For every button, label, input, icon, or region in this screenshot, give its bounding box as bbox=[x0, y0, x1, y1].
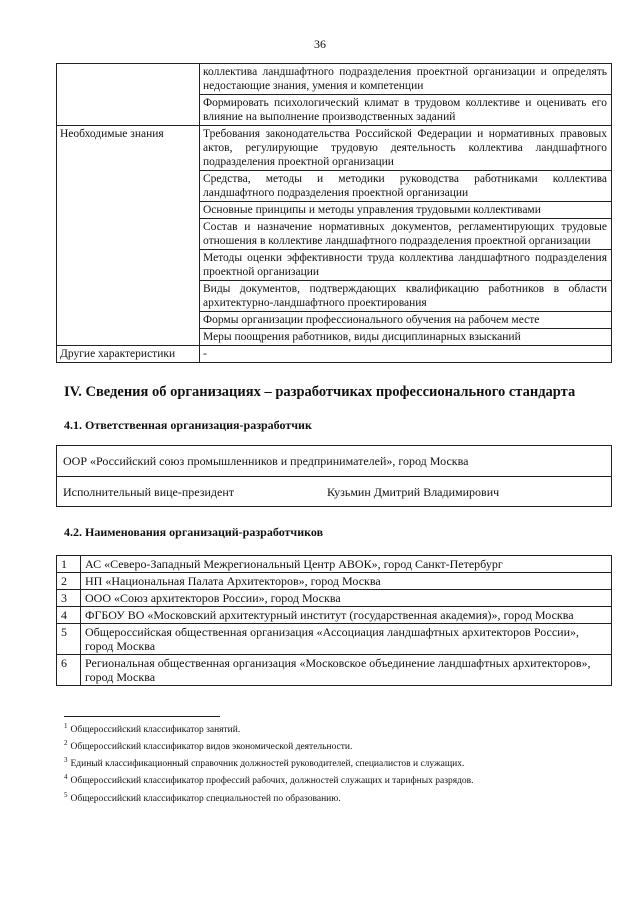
organization-name: Региональная общественная организация «Московское объединение ландшафтных архитекторов», город Москва bbox=[81, 655, 612, 686]
table-row bbox=[57, 126, 612, 171]
knowledge-cell: Формы организации профессионального обучения на рабочем месте bbox=[200, 312, 612, 329]
section-title: IV. Сведения об организациях – разработчиках профессионального стандарта bbox=[64, 384, 576, 400]
table-row bbox=[57, 624, 612, 655]
row-number: 4 bbox=[57, 607, 81, 624]
signatory-position: Исполнительный вице-президент bbox=[63, 485, 235, 499]
knowledge-cell: Методы оценки эффективности труда коллектива ландшафтного подразделения проектной организации bbox=[200, 250, 612, 281]
signatory-name: Кузьмин Дмитрий Владимирович bbox=[327, 485, 500, 499]
table-row bbox=[57, 607, 612, 624]
knowledge-cell: Виды документов, подтверждающих квалификацию работников в области архитектурно-ландшафтного проектирования bbox=[200, 281, 612, 312]
footnote-mark: 3 bbox=[64, 756, 68, 765]
footnote-mark: 5 bbox=[64, 790, 68, 799]
footnote bbox=[64, 754, 624, 771]
footnote-mark: 1 bbox=[64, 722, 68, 730]
table-row bbox=[57, 573, 612, 590]
row-number: 3 bbox=[57, 590, 81, 607]
row-number: 6 bbox=[57, 655, 81, 686]
knowledge-cell: Состав и назначение нормативных документов, регламентирующих трудовые отношения в коллективе ландшафтного подразделения проектной организации bbox=[200, 219, 612, 250]
footnote bbox=[64, 720, 624, 737]
other-characteristics-label: Другие характеристики bbox=[57, 346, 200, 363]
footnotes bbox=[64, 720, 624, 806]
developers-heading: 4.2. Наименования организаций-разработчиков bbox=[64, 525, 324, 539]
responsible-org-box bbox=[56, 445, 612, 507]
skill-cell: Формировать психологический климат в трудовом коллективе и оценивать его влияние на выполнение производственных заданий bbox=[200, 95, 612, 126]
responsible-org-name: ООР «Российский союз промышленников и предпринимателей», город Москва bbox=[57, 446, 611, 477]
organization-name: НП «Национальная Палата Архитекторов», город Москва bbox=[81, 573, 612, 590]
footnote-text: Общероссийский классификатор специальностей по образованию. bbox=[70, 793, 341, 804]
footnote-mark: 2 bbox=[64, 739, 68, 748]
footnote-mark: 4 bbox=[64, 773, 68, 782]
organization-name: АС «Северо-Западный Межрегиональный Центр АВОК», город Санкт-Петербург bbox=[81, 556, 612, 573]
footnote bbox=[64, 737, 624, 754]
knowledge-cell: Меры поощрения работников, виды дисциплинарных взысканий bbox=[200, 329, 612, 346]
row-number: 5 bbox=[57, 624, 81, 655]
developers-table bbox=[56, 555, 612, 686]
knowledge-cell: Требования законодательства Российской Федерации и нормативных правовых актов, регулирующие трудовую деятельность коллектива ландшафтного подразделения проектной организации bbox=[200, 126, 612, 171]
table-row bbox=[57, 655, 612, 686]
empty-header-cell bbox=[57, 64, 200, 126]
skill-cell: коллектива ландшафтного подразделения проектной организации и определять недостающие знания, умения и компетенции bbox=[200, 64, 612, 95]
organization-name: ФГБОУ ВО «Московский архитектурный институт (государственная академия)», город Москва bbox=[81, 607, 612, 624]
footnote-text: Общероссийский классификатор профессий рабочих, должностей служащих и тарифных разрядов. bbox=[70, 776, 474, 787]
requirements-table bbox=[56, 63, 612, 363]
footnote bbox=[64, 771, 624, 788]
footnote-text: Общероссийский классификатор видов экономической деятельности. bbox=[70, 742, 353, 753]
organization-name: ООО «Союз архитекторов России», город Москва bbox=[81, 590, 612, 607]
table-row bbox=[57, 64, 612, 95]
table-row bbox=[57, 556, 612, 573]
row-number: 1 bbox=[57, 556, 81, 573]
page-number: 36 bbox=[314, 37, 326, 51]
knowledge-label: Необходимые знания bbox=[57, 126, 200, 346]
responsible-signatory-row bbox=[57, 477, 611, 507]
knowledge-cell: Основные принципы и методы управления трудовыми коллективами bbox=[200, 202, 612, 219]
organization-name: Общероссийская общественная организация «Ассоциация ландшафтных архитекторов России», город Москва bbox=[81, 624, 612, 655]
other-characteristics-value: - bbox=[200, 346, 612, 363]
footnote bbox=[64, 789, 624, 806]
footnote-divider bbox=[64, 716, 220, 717]
knowledge-cell: Средства, методы и методики руководства работниками коллектива ландшафтного подразделения проектной организации bbox=[200, 171, 612, 202]
table-row bbox=[57, 346, 612, 363]
table-row bbox=[57, 590, 612, 607]
footnote-text: Общероссийский классификатор занятий. bbox=[70, 725, 241, 736]
footnote-text: Единый классификационный справочник должностей руководителей, специалистов и служащих. bbox=[70, 759, 465, 770]
row-number: 2 bbox=[57, 573, 81, 590]
responsible-org-heading: 4.1. Ответственная организация-разработчик bbox=[64, 418, 312, 432]
